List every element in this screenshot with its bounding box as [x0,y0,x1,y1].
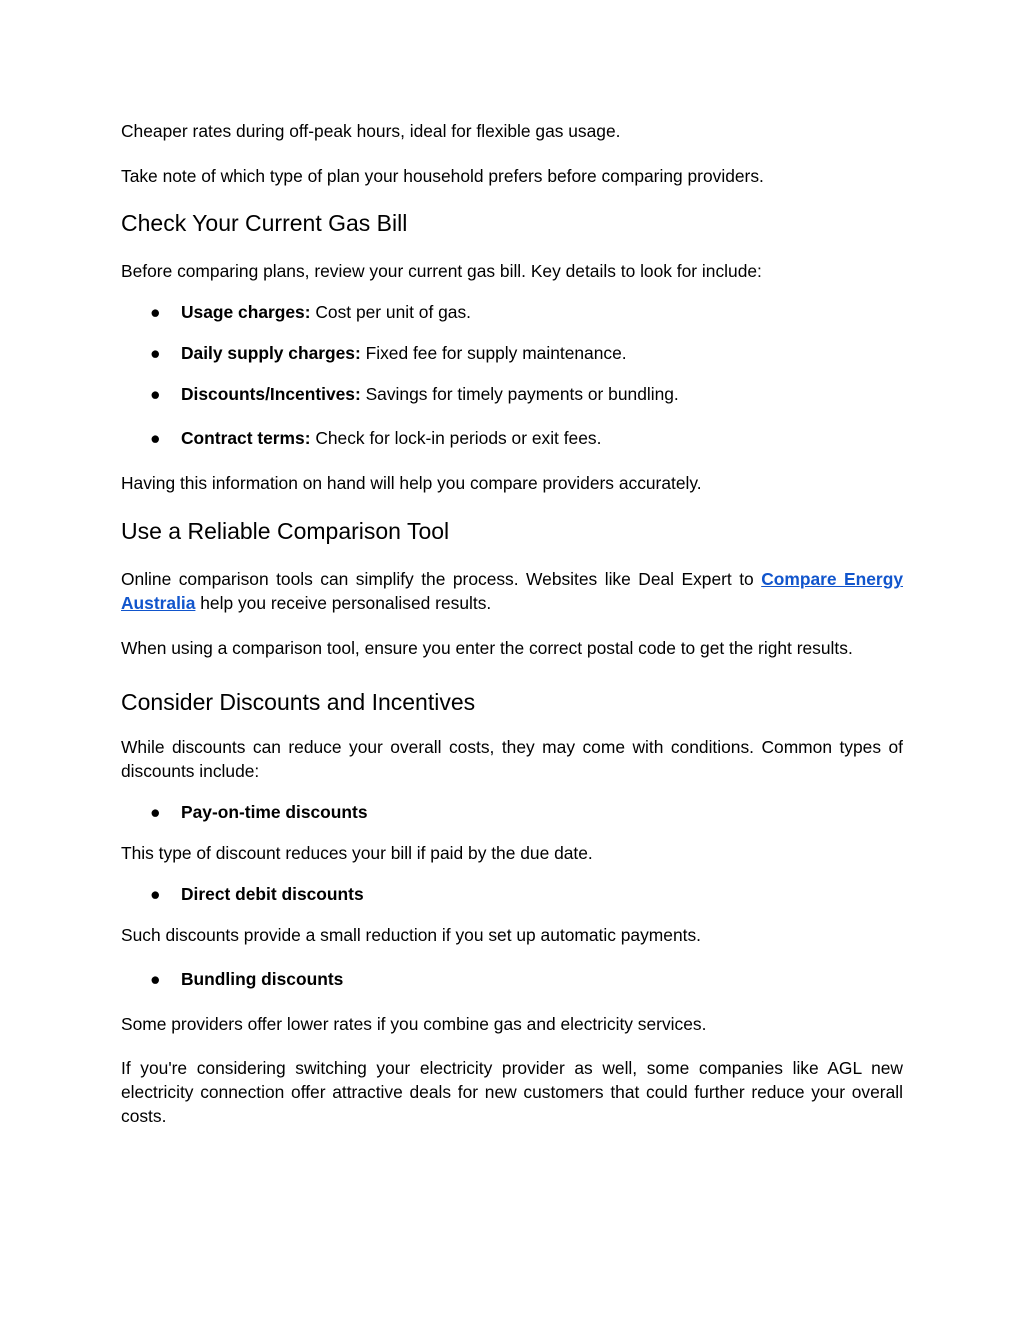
list-item-label: Direct debit discounts [181,884,364,904]
list-item-label: Bundling discounts [181,969,344,989]
list-item-label: Daily supply charges: [181,343,361,363]
list-item-direct-debit [150,882,903,906]
compare-energy-australia-link[interactable]: Compare Energy Australia [121,569,903,613]
bullet-icon: ● [150,343,161,363]
heading-discounts-incentives: Consider Discounts and Incentives [121,689,476,715]
list-item-text: Cost per unit of gas. [310,302,471,322]
paragraph-plan-note: Take note of which type of plan your household prefers before comparing providers. [121,166,764,186]
paragraph-offpeak: Cheaper rates during off-peak hours, ideal for flexible gas usage. [121,121,621,141]
bullet-icon: ● [150,969,161,989]
list-item-contract-terms [150,426,903,450]
heading-comparison-tool: Use a Reliable Comparison Tool [121,518,450,544]
list-item-text: Savings for timely payments or bundling. [360,384,679,404]
bullet-icon: ● [150,384,161,404]
list-item-bundling [150,967,903,991]
list-item-usage-charges [150,300,903,324]
paragraph-agl: If you're considering switching your electricity provider as well, some companies like AGL new electricity connection offer attractive deals for new customers that could further reduce your overall costs. [121,1058,903,1126]
paragraph-text: help you receive personalised results. [195,593,492,613]
heading-check-gas-bill: Check Your Current Gas Bill [121,210,408,236]
list-item-text: Fixed fee for supply maintenance. [360,343,627,363]
bullet-icon: ● [150,302,161,322]
paragraph-pay-on-time: This type of discount reduces your bill if paid by the due date. [121,843,593,863]
list-item-label: Usage charges: [181,302,311,322]
bullet-icon: ● [150,884,161,904]
bullet-icon: ● [150,802,161,822]
list-item-label: Discounts/Incentives: [181,384,361,404]
paragraph-discount-types: While discounts can reduce your overall costs, they may come with conditions. Common types of discounts include: [121,737,903,781]
list-item-pay-on-time [150,800,903,824]
paragraph-review-bill: Before comparing plans, review your current gas bill. Key details to look for include: [121,261,762,281]
paragraph-info-on-hand: Having this information on hand will help you compare providers accurately. [121,473,702,493]
list-item-text: Check for lock-in periods or exit fees. [310,428,602,448]
paragraph-bundling: Some providers offer lower rates if you combine gas and electricity services. [121,1014,707,1034]
bullet-icon: ● [150,428,161,448]
paragraph-online-tools [121,567,903,615]
paragraph-text: Online comparison tools can simplify the process. Websites like Deal Expert to [121,569,762,589]
list-item-label: Pay-on-time discounts [181,802,368,822]
list-item-label: Contract terms: [181,428,311,448]
list-item-daily-supply [150,341,903,365]
paragraph-postal-code: When using a comparison tool, ensure you enter the correct postal code to get the right results. [121,638,853,658]
list-item-discounts [150,382,903,406]
paragraph-direct-debit: Such discounts provide a small reduction if you set up automatic payments. [121,925,701,945]
